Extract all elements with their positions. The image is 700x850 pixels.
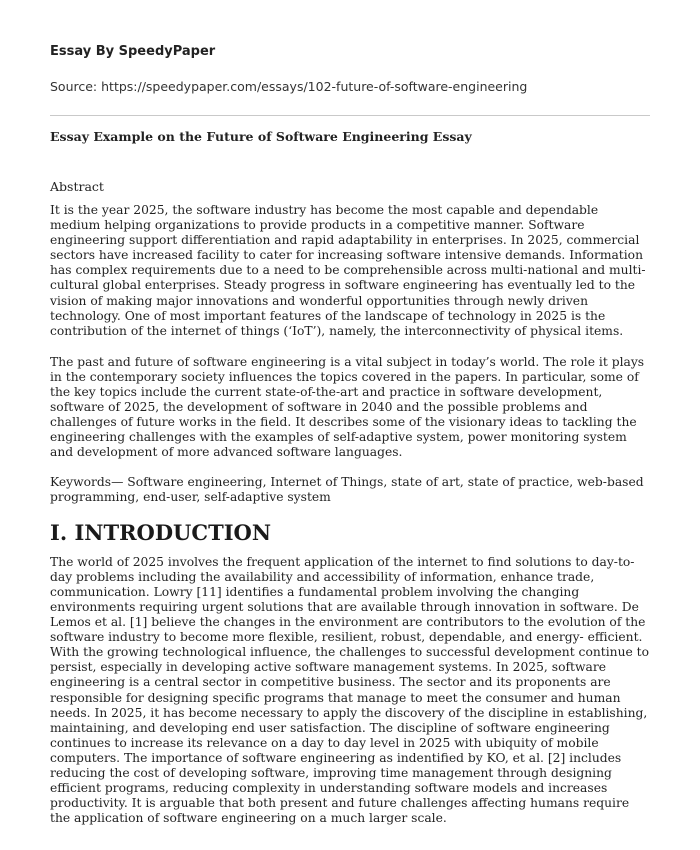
source-line: Source: https://speedypaper.com/essays/102-future-of-software-engineering	[50, 79, 528, 94]
keywords-line: Keywords— Software engineering, Internet of Things, state of art, state of practice, web-based programming, end-user, self-adaptive system	[50, 474, 644, 504]
introduction-paragraph-1: The world of 2025 involves the frequent application of the internet to find solutions to day-to-day problems including the availability and accessibility of information, enhance trade, communication. Lowry [11] identifies a fundamental problem involving the changing environments requiring urgent solutions that are available through innovation in software. De Lemos et al. [1] believe the changes in the environment are contributors to the evolution of the software industry to become more flexible, resilient, robust, dependable, and energy- efficient. With the growing technological influence, the challenges to successful development continue to persist, especially in developing active software management systems. In 2025, software engineering is a central sector in competitive business. The sector and its proponents are responsible for designing specific programs that manage to meet the consumer and human needs. In 2025, it has become necessary to apply the discovery of the discipline in establishing, maintaining, and developing end user satisfaction. The discipline of software engineering continues to increase its relevance on a day to day level in 2025 with ubiquity of mobile computers. The importance of software engineering as indentified by KO, et al. [2] includes reducing the cost of developing software, improving time management through designing efficient programs, reducing complexity in understanding software models and increases productivity. It is arguable that both present and future challenges affecting humans require the application of software engineering on a much larger scale.	[50, 554, 650, 826]
brand-title: Essay By SpeedyPaper	[50, 44, 216, 59]
abstract-paragraph-1: It is the year 2025, the software industry has become the most capable and dependable medium helping organizations to provide products in a competitive manner. Software engineering support differentiation and rapid adaptability in enterprises. In 2025, commercial sectors have increased facility to cater for increasing software intensive demands. Information has complex requirements due to a need to be comprehensible across multi-national and multi-cultural global enterprises. Steady progress in software engineering has eventually led to the vision of making major innovations and wonderful opportunities through newly driven technology. One of most important features of the landscape of technology in 2025 is the contribution of the internet of things (‘IoT’), namely, the interconnectivity of physical items.	[50, 203, 646, 338]
section-heading-introduction: I. INTRODUCTION	[50, 519, 272, 545]
abstract-label: Abstract	[50, 179, 104, 194]
abstract-paragraph-2: The past and future of software engineering is a vital subject in today’s world. The role it plays in the contemporary society influences the topics covered in the papers. In particular, some of the key topics include the current state-of-the-art and practice in software development, software of 2025, the development of software in 2040 and the possible problems and challenges of future works in the field. It describes some of the visionary ideas to tackling the engineering challenges with the examples of self-adaptive system, power monitoring system and development of more advanced software languages.	[50, 354, 645, 460]
header-divider	[50, 115, 650, 116]
essay-title: Essay Example on the Future of Software Engineering Essay	[50, 129, 472, 144]
